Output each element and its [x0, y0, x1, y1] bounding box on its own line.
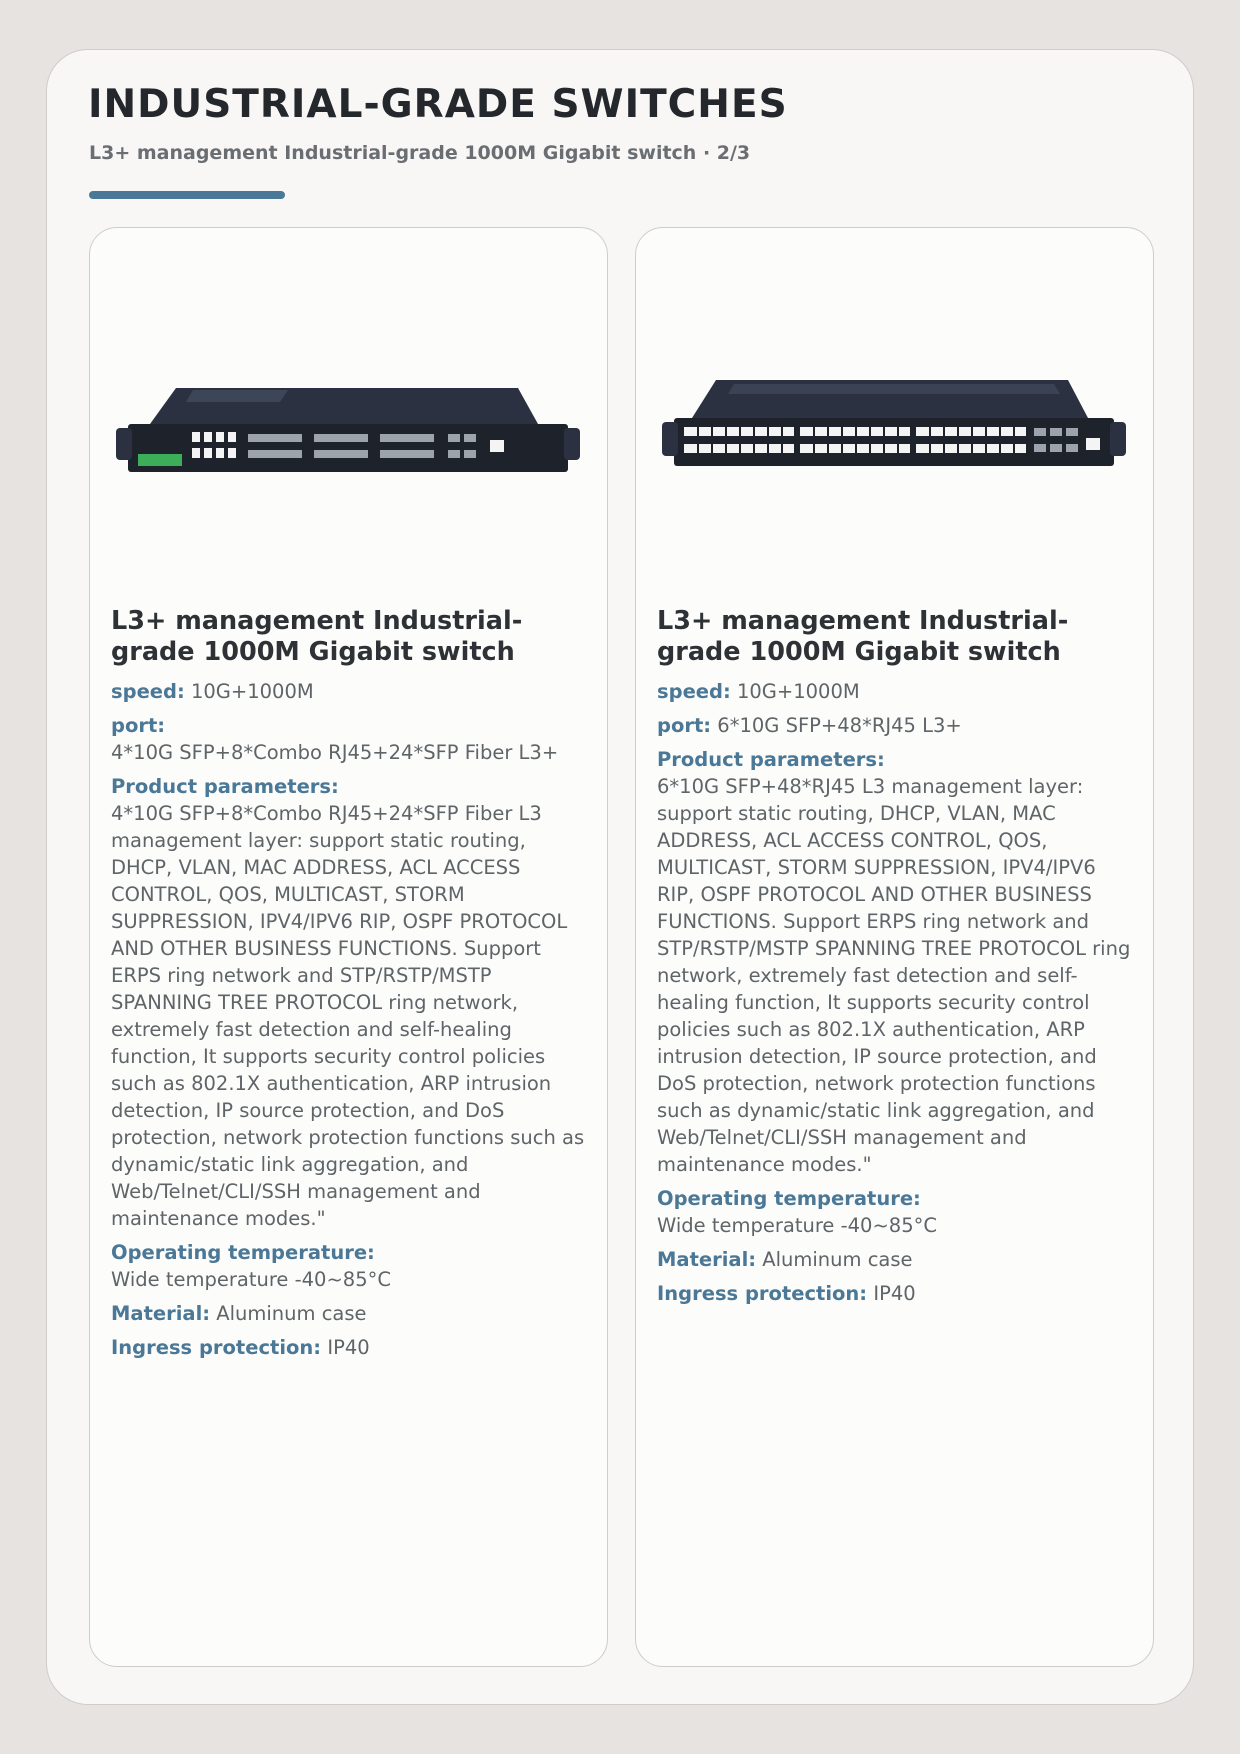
product-image-1: [98, 328, 598, 478]
product-card-2: [635, 227, 1154, 1667]
spec-label: Operating temperature:: [111, 1241, 375, 1264]
product-name: L3+ management Industrial-grade 1000M Gigabit switch: [657, 606, 1069, 667]
spec-value: 10G+1000M: [190, 680, 314, 703]
spec-value: 4*10G SFP+8*Combo RJ45+24*SFP Fiber L3 management layer: support static routing, DHCP, VLAN, MAC ADDRESS, ACL ACCESS CONTROL, QOS, MULTICAST, STORM SUPPRESSION, IPV4/IPV6 RIP, OSPF PROTOCOL AND OTHER BUSINESS FUNCTIONS. Support ERPS ring network and STP/RSTP/MSTP SPANNING TREE PROTOCOL ring network, extremely fast detection and self-healing function, It supports security control policies such as 802.1X authentication, ARP intrusion detection, IP source protection, and DoS protection, network protection functions such as dynamic/static link aggregation, and Web/Telnet/CLI/SSH management and maintenance modes.": [111, 802, 585, 1230]
spec-label: speed:: [111, 680, 185, 703]
console-port: [1086, 438, 1100, 450]
rack-ear-left: [116, 428, 132, 460]
product-image-2: [644, 328, 1144, 478]
title-accent-rule: [89, 191, 285, 199]
spec-value: 6*10G SFP+48*RJ45 L3 management layer: support static routing, DHCP, VLAN, MAC ADDRESS, ACL ACCESS CONTROL, QOS, MULTICAST, STORM SUPPRESSION, IPV4/IPV6 RIP, OSPF PROTOCOL AND OTHER BUSINESS FUNCTIONS. Support ERPS ring network and STP/RSTP/MSTP SPANNING TREE PROTOCOL ring network, extremely fast detection and self-healing function, It supports security control policies such as 802.1X authentication, ARP intrusion detection, IP source protection, and DoS protection, network protection functions such as dynamic/static link aggregation, and Web/Telnet/CLI/SSH management and maintenance modes.": [657, 775, 1131, 1176]
spec-label: Ingress protection:: [111, 1336, 322, 1359]
spec-label: Product parameters:: [657, 748, 885, 771]
product-details-1: [111, 606, 587, 1368]
spec-label: port:: [111, 714, 166, 737]
spec-temperature: [111, 1239, 587, 1293]
product-card-1: [89, 227, 608, 1667]
spec-value: IP40: [327, 1336, 370, 1359]
spec-params: [111, 773, 587, 1232]
console-port: [490, 440, 504, 452]
spec-label: Ingress protection:: [657, 1282, 868, 1305]
product-details-2: [657, 606, 1133, 1314]
spec-speed: [111, 678, 587, 705]
spec-speed: [657, 678, 1133, 705]
spec-material: [111, 1300, 587, 1327]
spec-label: Product parameters:: [111, 775, 339, 798]
spec-label: port:: [657, 714, 712, 737]
spec-temperature: [657, 1185, 1133, 1239]
spec-value: IP40: [873, 1282, 916, 1305]
switch-top-sheen: [186, 390, 288, 402]
spec-ingress: [657, 1280, 1133, 1307]
spec-value: 10G+1000M: [736, 680, 860, 703]
spec-value: Aluminum case: [216, 1302, 367, 1325]
spec-value: Aluminum case: [762, 1248, 913, 1271]
spec-value: Wide temperature -40~85°C: [657, 1214, 937, 1237]
spec-port: [657, 712, 1133, 739]
spec-label: Operating temperature:: [657, 1187, 921, 1210]
spec-value: 4*10G SFP+8*Combo RJ45+24*SFP Fiber L3+: [111, 741, 559, 764]
spec-value: 6*10G SFP+48*RJ45 L3+: [717, 714, 962, 737]
rack-ear-left: [662, 422, 678, 456]
spec-label: speed:: [657, 680, 731, 703]
spec-material: [657, 1246, 1133, 1273]
spec-port: [111, 712, 587, 766]
terminal-block: [138, 454, 182, 466]
rack-ear-right: [564, 428, 580, 460]
spec-ingress: [111, 1334, 587, 1361]
spec-label: Material:: [111, 1302, 211, 1325]
spec-label: Material:: [657, 1248, 757, 1271]
switch-top-sheen: [728, 384, 1060, 394]
rack-ear-right: [1110, 422, 1126, 456]
spec-value: Wide temperature -40~85°C: [111, 1268, 391, 1291]
page-subtitle: L3+ management Industrial-grade 1000M Gigabit switch · 2/3: [89, 142, 751, 164]
product-name: L3+ management Industrial-grade 1000M Gigabit switch: [111, 606, 523, 667]
page-title: INDUSTRIAL-GRADE SWITCHES: [88, 82, 788, 127]
page-sheet: [46, 49, 1194, 1705]
spec-params: [657, 746, 1133, 1178]
